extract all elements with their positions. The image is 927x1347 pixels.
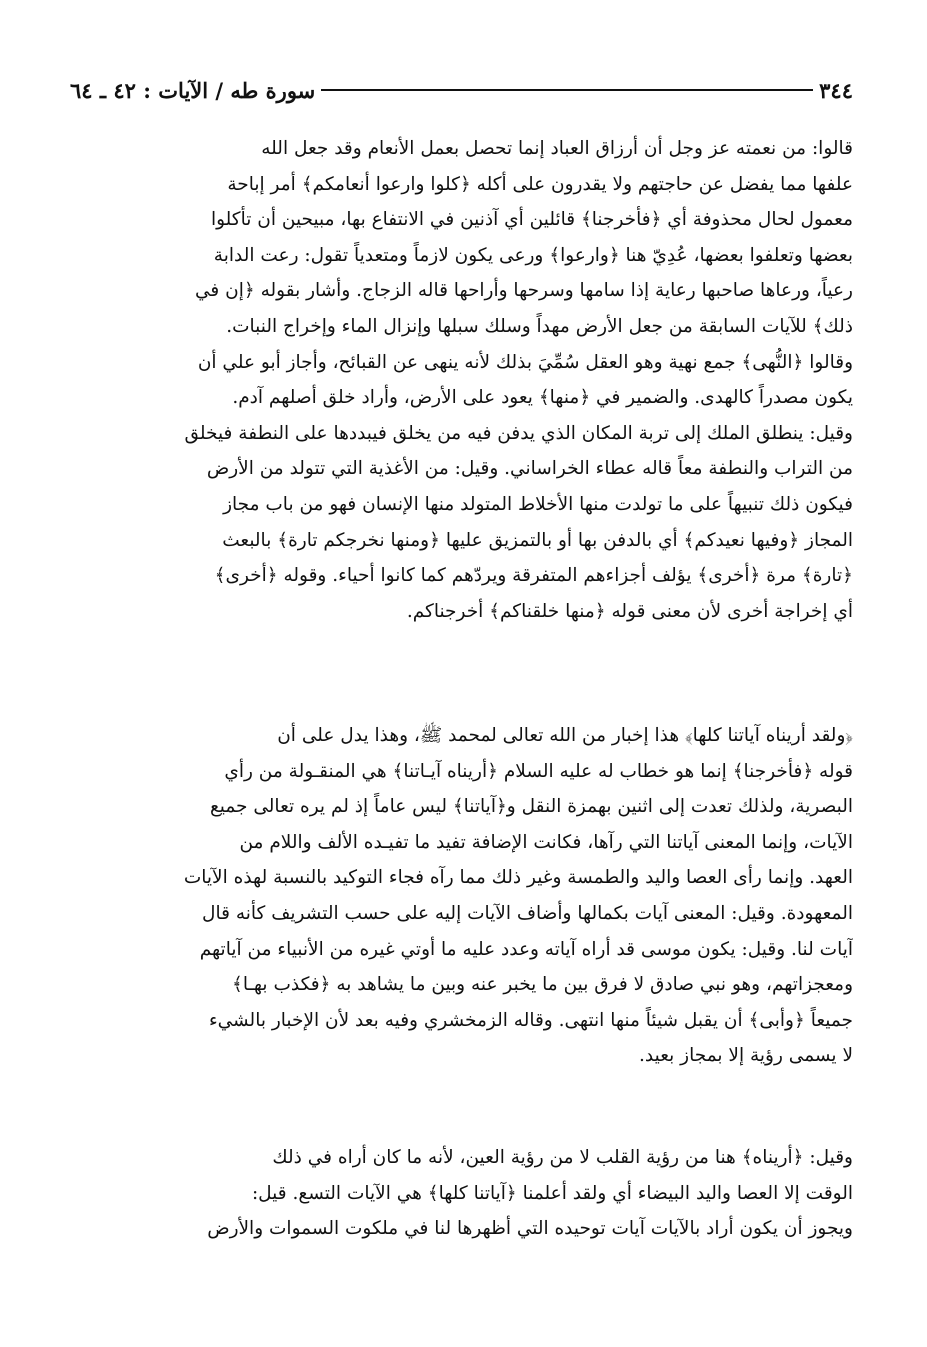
text-line: لا يسمى رؤية إلا بمجاز بعيد. [639, 1045, 853, 1067]
text-line: ﴿ولقد أريناه آياتنا كلها﴾ هذا إخبار من الله تعالى لمحمد ﷺ، وهذا يدل على أن [277, 725, 853, 746]
text-line: آيات لنا. وقيل: يكون موسى قد أراه آياته وعدد عليه ما أوتي غيره من الأنبياء من آياتهم [199, 938, 853, 960]
text-line: الوقت إلا العصا واليد البيضاء أي ولقد أعلمنا ﴿آياتنا كلها﴾ هي الآيات التسع. قيل: [251, 1182, 853, 1204]
text-line: رعياً، ورعاها صاحبها رعاية إذا سامها وسرحها وأراحها قاله الزجاج. وأشار بقوله ﴿إن في [195, 280, 853, 302]
text-line: وقيل: ينطلق الملك إلى تربة المكان الذي يدفن فيه من يخلق فيبددها على النطفة فيخلق [184, 422, 853, 444]
text-line: جميعاً ﴿وأبى﴾ أن يقبل شيئاً منها انتهى. وقاله الزمخشري وفيه بعد لأن الإخبار بالشيء [208, 1009, 853, 1031]
text-line: قوله ﴿فأخرجنا﴾ إنما هو خطاب له عليه السلام ﴿أريناه آيـاتنا﴾ هي المنقـولة من رأي [224, 760, 853, 782]
text-line: المعهودة. وقيل: المعنى آيات بكمالها وأضاف الآيات إليه على حسب التشريف كأنه قال [202, 902, 853, 924]
text-line: ذلك﴾ للآيات السابقة من جعل الأرض مهداً وسلك سبلها وإنزال الماء وإخراج النبات. [226, 315, 853, 337]
text-line: علفها مما يفضل عن حاجتهم ولا يقدرون على أكله ﴿كلوا وارعوا أنعامكم﴾ أمر إباحة [227, 173, 853, 195]
header-rule [321, 89, 813, 91]
text-line: معمول لحال محذوفة أي ﴿فأخرجنا﴾ قائلين أي آذنين في الانتفاع بها، مبيحين أن تأكلوا [210, 209, 853, 231]
page-number: ٣٤٤ [819, 77, 853, 103]
text-line: وقيل: ﴿أريناه﴾ هنا من رؤية القلب لا من رؤية العين، لأنه ما كان أراه في ذلك [272, 1147, 853, 1168]
text-line: بعضها وتعلفوا بعضها، عُدِيّ هنا ﴿وارعوا﴾ ورعى يكون لازماً ومتعدياً تقول: رعت الدابة [213, 244, 853, 266]
text-line: العهد. وإنما رأى العصا واليد والطمسة وغير ذلك مما رآه فجاء التوكيد بالنسبة لهذه الآيات [183, 867, 853, 889]
paragraph-3 [70, 1140, 853, 1247]
text-line: الآيات، وإنما المعنى آياتنا التي رآها، فكانت الإضافة تفيد ما تفيـده الألف واللام من [239, 831, 853, 853]
text-line: المجاز ﴿وفيها نعيدكم﴾ أي بالدفن بها أو بالتمزيق عليها ﴿ومنها نخرجكم تارة﴾ بالبعث [222, 529, 853, 551]
page-header [70, 70, 853, 110]
text-line: من التراب والنطفة معاً قاله عطاء الخراساني. وقيل: من الأغذية التي تتولد من الأرض [206, 458, 853, 480]
paragraph-1 [70, 131, 853, 629]
text-line: فيكون ذلك تنبيهاً على ما تولدت منها الأخلاط المتولد منها الإنسان فهو من باب مجاز [223, 493, 853, 515]
running-title: سورة طه / الآيات : ٤٢ ـ ٦٤ [70, 77, 316, 103]
text-line: ويجوز أن يكون أراد بالآيات آيات توحيده التي أظهرها لنا في ملكوت السموات والأرض [207, 1218, 853, 1240]
text-line: ومعجزاتهم، وهو نبي صادق لا فرق بين ما يخبر عنه وبين ما يشاهد به ﴿فكذب بهـا﴾ [231, 974, 853, 996]
text-line: البصرية، ولذلك تعدت إلى اثنين بهمزة النقل و﴿آياتنا﴾ ليس عاماً إذ لم يره تعالى جميع [209, 796, 853, 818]
text-line: ﴿تارة﴾ مرة ﴿أخرى﴾ يؤلف أجزاءهم المتفرقة ويردّهم كما كانوا أحياء. وقوله ﴿أخرى﴾ [214, 565, 853, 587]
text-line: أي إخراجة أخرى لأن معنى قوله ﴿منها خلقناكم﴾ أخرجناكم. [406, 600, 853, 622]
paragraph-2 [70, 718, 853, 1074]
text-line: قالوا: من نعمته عز وجل أن أرزاق العباد إنما تحصل بعمل الأنعام وقد جعل الله [261, 138, 853, 159]
text-line: يكون مصدراً كالهدى. والضمير في ﴿منها﴾ يعود على الأرض، وأراد خلق أصلهم آدم. [232, 387, 853, 409]
text-line: وقالوا ﴿النُّهى﴾ جمع نهية وهو العقل سُمِّيَ بذلك لأنه ينهى عن القبائح، وأجاز أبو علي أن [197, 351, 853, 373]
